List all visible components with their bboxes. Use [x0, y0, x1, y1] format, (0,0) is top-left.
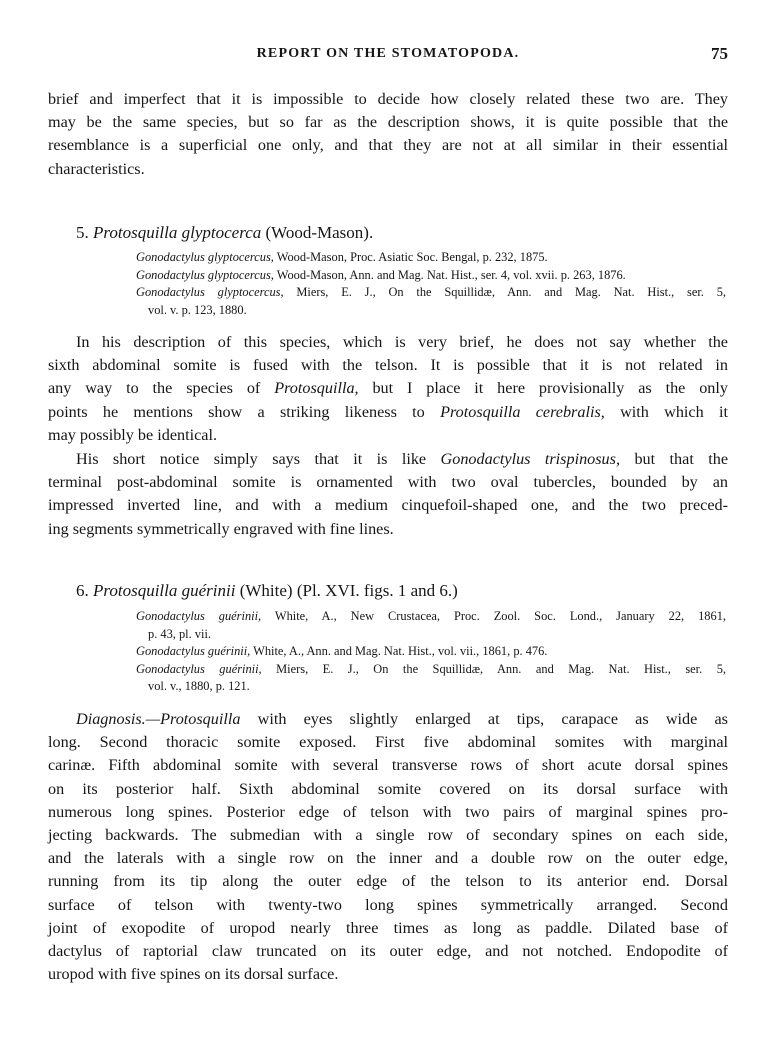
text-line: points he mentions show a striking likeness to Protosquilla cerebralis, with which it: [48, 402, 728, 421]
page-number: 75: [711, 44, 728, 63]
text-line: dactylus of raptorial claw truncated on its outer edge, and not notched. Endopodite of: [48, 942, 728, 961]
species-number: 5.: [76, 223, 89, 242]
page-header: [48, 44, 728, 68]
text-line: Diagnosis.—Protosquilla with eyes slightly enlarged at tips, carapace as wide as: [76, 710, 728, 728]
species-authority: (White) (Pl. XVI. figs. 1 and 6.): [239, 581, 458, 600]
species-authority: (Wood-Mason).: [265, 223, 374, 242]
synonym-taxon: Gonodactylus guérinii,: [136, 661, 262, 676]
synonym-taxon: Gonodactylus guérinii,: [136, 644, 251, 659]
species-number: 6.: [76, 581, 89, 600]
synonymy-entry: [136, 267, 726, 285]
synonymy-entry: [136, 643, 726, 661]
text-line: may be the same species, but so far as the description shows, it is quite possible that the: [48, 113, 728, 132]
synonym-taxon: Gonodactylus glyptocercus,: [136, 267, 274, 282]
species-6-heading: [76, 580, 716, 602]
synonym-reference: Miers, E. J., On the Squillidæ, Ann. and Mag. Nat. Hist., ser. 5,: [296, 285, 726, 300]
text-line: brief and imperfect that it is impossible to decide how closely related these two are. They: [48, 90, 728, 108]
synonymy-entry: [136, 608, 726, 643]
intro-paragraph: [48, 88, 728, 181]
synonym-taxon: Gonodactylus glyptocercus,: [136, 285, 284, 300]
synonym-reference-cont: p. 43, pl. vii.: [148, 626, 211, 641]
synonym-taxon: Gonodactylus glyptocercus,: [136, 250, 274, 264]
text-line: long. Second thoracic somite exposed. First five abdominal somites with marginal: [48, 733, 728, 752]
synonym-reference: Miers, E. J., On the Squillidæ, Ann. and Mag. Nat. Hist., ser. 5,: [276, 661, 726, 676]
text-line: impressed inverted line, and with a medium cinquefoil-shaped one, and the two preced-: [48, 496, 728, 515]
species-5-synonymy: [136, 249, 726, 319]
text-line: jecting backwards. The submedian with a single row of secondary spines on each side,: [48, 826, 728, 845]
text-line: running from its tip along the outer edge of the telson to its anterior end. Dorsal: [48, 872, 728, 891]
genus-name: Protosquilla: [160, 710, 241, 728]
running-head: REPORT ON THE STOMATOPODA.: [256, 46, 520, 61]
synonym-reference: Wood-Mason, Ann. and Mag. Nat. Hist., ser. 4, vol. xvii. p. 263, 1876.: [276, 267, 626, 282]
text-line: characteristics.: [48, 159, 145, 178]
synonymy-entry: [136, 284, 726, 319]
text-line: uropod with five spines on its dorsal surface.: [48, 965, 339, 984]
diagnosis-label: Diagnosis.—: [76, 710, 161, 728]
synonym-reference-cont: vol. v., 1880, p. 121.: [148, 679, 250, 694]
text-line: any way to the species of Protosquilla, but I place it here provisionally as the only: [48, 379, 728, 398]
text-line: sixth abdominal somite is fused with the telson. It is possible that it is not related in: [48, 356, 728, 375]
text-line: and the laterals with a single row on the inner and a double row on the outer edge,: [48, 849, 728, 868]
text-line: on its posterior half. Sixth abdominal somite covered on its dorsal surface with: [48, 779, 728, 798]
synonym-reference: Wood-Mason, Proc. Asiatic Soc. Bengal, p. 232, 1875.: [276, 250, 548, 264]
text-line: may possibly be identical.: [48, 425, 218, 444]
species-reference: Protosquilla cerebralis,: [440, 402, 605, 421]
species-reference: Gonodactylus trispinosus,: [440, 450, 621, 468]
species-name: Protosquilla guérinii: [93, 581, 236, 600]
synonymy-entry: [136, 249, 726, 267]
text-line: His short notice simply says that it is like Gonodactylus trispinosus, but that the: [76, 450, 729, 468]
species-5-paragraph-2: [48, 448, 728, 541]
synonym-taxon: Gonodactylus guérinii,: [136, 609, 262, 623]
text-line: joint of exopodite of uropod nearly three times as long as paddle. Dilated base of: [48, 918, 728, 937]
genus-name: Protosquilla,: [274, 379, 359, 398]
text-line: In his description of this species, which is very brief, he does not say whether the: [76, 333, 728, 351]
synonym-reference-cont: vol. v. p. 123, 1880.: [148, 302, 247, 317]
synonym-reference: White, A., New Crustacea, Proc. Zool. Soc. Lond., January 22, 1861,: [274, 609, 726, 623]
species-6-synonymy: [136, 608, 726, 696]
text-line: ing segments symmetrically engraved with fine lines.: [48, 519, 394, 538]
synonym-reference: White, A., Ann. and Mag. Nat. Hist., vol. vii., 1861, p. 476.: [253, 644, 548, 659]
synonymy-entry: [136, 661, 726, 696]
text-line: resemblance is a superficial one only, and that they are not at all similar in their essential: [48, 136, 728, 155]
text-line: numerous long spines. Posterior edge of telson with two pairs of marginal spines pro-: [48, 802, 728, 821]
text-line: terminal post-abdominal somite is ornamented with two oval tubercles, bounded by an: [48, 473, 728, 492]
species-5-heading: [76, 222, 716, 244]
species-5-paragraph-1: [48, 331, 728, 447]
species-6-diagnosis: [48, 708, 728, 986]
species-name: Protosquilla glyptocerca: [93, 223, 262, 242]
text-line: surface of telson with twenty-two long spines symmetrically arranged. Second: [48, 895, 728, 914]
text-line: carinæ. Fifth abdominal somite with several transverse rows of short acute dorsal spines: [48, 756, 728, 775]
